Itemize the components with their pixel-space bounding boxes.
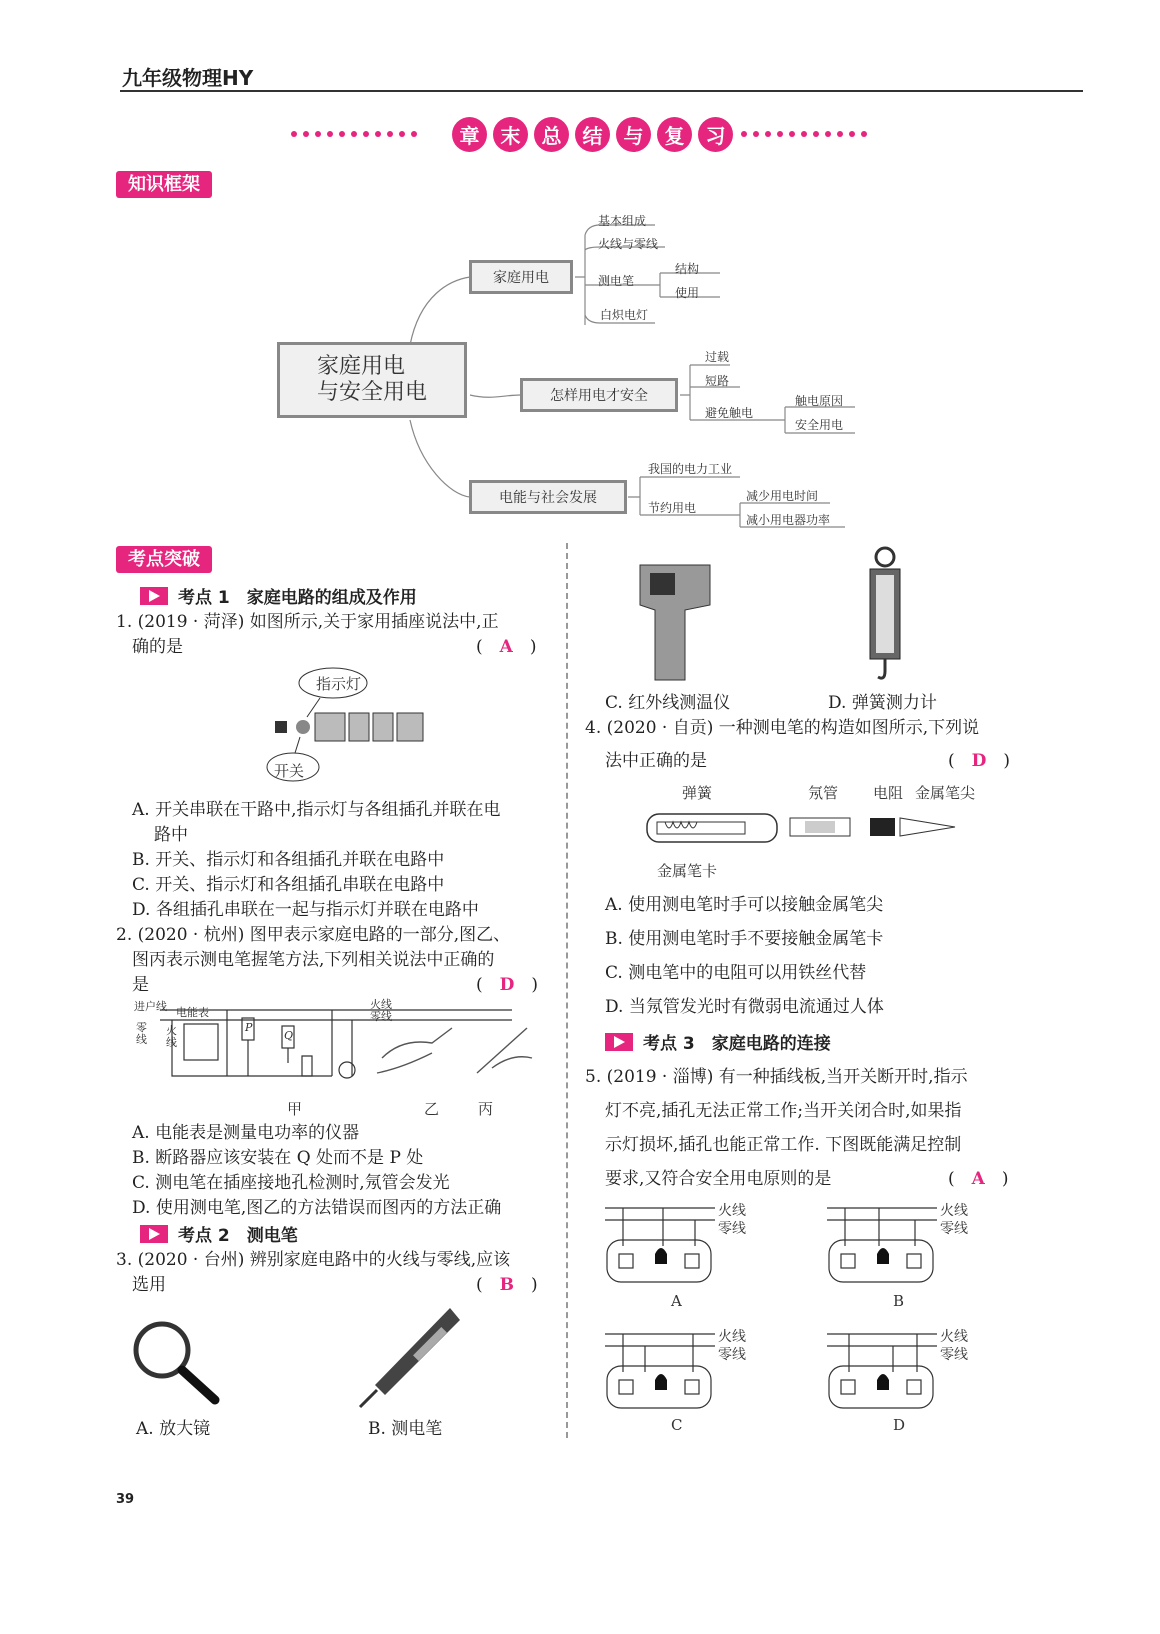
q4-option: A. 使用测电笔时手可以接触金属笔尖 <box>605 895 884 915</box>
q1-fig-indicator-label: 指示灯 <box>316 675 362 693</box>
q2-fig-caption: 甲 <box>287 1100 303 1118</box>
q3-answer: ( B ) <box>476 1275 538 1295</box>
q4-fig-label: 弹簧 <box>682 784 713 802</box>
q2-fig-label: P <box>245 1021 253 1034</box>
q1-stem: 1. (2019 · 菏泽) 如图所示,关于家用插座说法中,正 <box>116 612 499 632</box>
q5-circuit-b <box>827 1198 942 1288</box>
q5-fig-caption: A <box>671 1292 682 1310</box>
q1-stem: 确的是 <box>132 637 183 657</box>
q4-fig-label: 氖管 <box>808 784 839 802</box>
banner-char: 习 <box>698 117 733 152</box>
keypoint-3-heading: 考点 3 家庭电路的连接 <box>605 1029 831 1054</box>
section-tag-keypoints: 考点突破 <box>116 545 212 571</box>
magnifier-icon <box>130 1318 225 1408</box>
q5-fig-label: 零线 <box>718 1221 746 1237</box>
q5-fig-label: 火线 <box>718 1203 746 1219</box>
banner-dots-right <box>740 130 875 138</box>
spring-scale-icon <box>860 545 910 685</box>
q2-option: B. 断路器应该安装在 Q 处而不是 P 处 <box>132 1148 424 1168</box>
q2-stem: 2. (2020 · 杭州) 图甲表示家庭电路的一部分,图乙、 <box>116 925 511 945</box>
q1-option: D. 各组插孔串联在一起与指示灯并联在电路中 <box>132 900 479 920</box>
q5-circuit-d <box>827 1324 942 1414</box>
q3-option: B. 测电笔 <box>368 1419 443 1439</box>
q5-circuit-c <box>605 1324 720 1414</box>
mindmap-leaf: 火线与零线 <box>598 237 659 251</box>
q2-option: D. 使用测电笔,图乙的方法错误而图丙的方法正确 <box>132 1198 502 1218</box>
q2-answer: ( D ) <box>476 975 539 995</box>
q1-option: 路中 <box>154 825 188 845</box>
q5-stem: 示灯损坏,插孔也能正常工作. 下图既能满足控制 <box>605 1135 962 1155</box>
book-title: 九年级物理HY <box>122 66 254 90</box>
q4-stem: 法中正确的是 <box>605 751 707 771</box>
mindmap-leaf: 避免触电 <box>705 406 754 420</box>
play-arrow-icon <box>605 1033 633 1051</box>
banner-char: 章 <box>452 117 487 152</box>
q4-option: C. 测电笔中的电阻可以用铁丝代替 <box>605 963 867 983</box>
mindmap-leaf: 结构 <box>675 262 700 276</box>
chapter-banner <box>452 117 733 152</box>
q1-option: B. 开关、指示灯和各组插孔并联在电路中 <box>132 850 445 870</box>
q2-fig-caption: 乙 <box>424 1100 440 1118</box>
q2-stem: 是 <box>132 975 149 995</box>
q5-fig-label: 火线 <box>718 1329 746 1345</box>
q2-fig-label: 火线 <box>166 1024 177 1049</box>
banner-char: 与 <box>616 117 651 152</box>
q5-fig-caption: B <box>893 1292 905 1310</box>
mindmap-leaf: 我国的电力工业 <box>648 462 733 476</box>
q1-option: C. 开关、指示灯和各组插孔串联在电路中 <box>132 875 445 895</box>
mindmap-branch: 怎样用电才安全 <box>520 378 678 412</box>
mindmap-leaf: 短路 <box>705 374 730 388</box>
play-arrow-icon <box>140 1225 168 1243</box>
mindmap-leaf: 减少用电时间 <box>746 489 819 503</box>
header-rule <box>120 90 1083 92</box>
mindmap-root: 家庭用电 与安全用电 <box>277 342 467 418</box>
q1-answer: ( A ) <box>476 637 537 657</box>
mindmap-leaf: 基本组成 <box>598 214 647 228</box>
q5-circuit-a <box>605 1198 720 1288</box>
mindmap-leaf: 触电原因 <box>795 394 844 408</box>
q2-fig-label: 火线 <box>370 998 392 1011</box>
q4-fig-label: 金属笔卡 <box>657 862 718 880</box>
q3-stem: 3. (2020 · 台州) 辨别家庭电路中的火线与零线,应该 <box>116 1250 511 1270</box>
banner-char: 总 <box>534 117 569 152</box>
q5-answer: ( A ) <box>948 1169 1009 1189</box>
q5-stem: 要求,又符合安全用电原则的是 <box>605 1169 832 1189</box>
keypoint-2-heading: 考点 2 测电笔 <box>140 1221 298 1246</box>
q2-fig-label: Q <box>284 1029 294 1042</box>
q5-stem: 灯不亮,插孔无法正常工作;当开关闭合时,如果指 <box>605 1101 962 1121</box>
q3-stem: 选用 <box>132 1275 166 1295</box>
column-divider <box>566 543 568 1438</box>
q5-fig-label: 零线 <box>940 1221 968 1237</box>
q1-fig-switch-label: 开关 <box>274 762 305 780</box>
q5-fig-label: 火线 <box>940 1203 968 1219</box>
q4-option: B. 使用测电笔时手不要接触金属笔卡 <box>605 929 884 949</box>
q3-option: C. 红外线测温仪 <box>605 693 731 713</box>
mindmap-leaf: 安全用电 <box>795 418 844 432</box>
q4-fig-label: 电阻 <box>873 784 904 802</box>
q4-stem: 4. (2020 · 自贡) 一种测电笔的构造如图所示,下列说 <box>585 718 980 738</box>
ir-thermometer-icon <box>630 555 720 685</box>
q4-pen-structure-figure <box>645 808 965 848</box>
keypoint-1-heading: 考点 1 家庭电路的组成及作用 <box>140 583 417 608</box>
q4-answer: ( D ) <box>948 751 1011 771</box>
q5-fig-caption: C <box>671 1416 683 1434</box>
q4-option: D. 当氖管发光时有微弱电流通过人体 <box>605 997 884 1017</box>
test-pen-icon <box>355 1300 465 1410</box>
mindmap-branch: 电能与社会发展 <box>469 480 627 514</box>
q4-fig-label: 金属笔尖 <box>915 784 976 802</box>
play-arrow-icon <box>140 587 168 605</box>
q5-fig-label: 火线 <box>940 1329 968 1345</box>
q2-fig-label: 电能表 <box>176 1006 209 1019</box>
q1-option: A. 开关串联在干路中,指示灯与各组插孔并联在电 <box>132 800 501 820</box>
mindmap-leaf: 节约用电 <box>648 501 697 515</box>
q2-option: A. 电能表是测量电功率的仪器 <box>132 1123 360 1143</box>
page-number: 39 <box>116 1492 135 1507</box>
q2-fig-label: 零线 <box>370 1010 392 1023</box>
q5-stem: 5. (2019 · 淄博) 有一种插线板,当开关断开时,指示 <box>585 1067 968 1087</box>
mindmap-leaf: 白炽电灯 <box>600 308 649 322</box>
banner-dots-left <box>290 130 425 138</box>
section-tag-framework: 知识框架 <box>116 170 212 196</box>
mindmap-leaf: 减小用电器功率 <box>746 513 831 527</box>
mindmap-leaf: 测电笔 <box>598 274 635 288</box>
q2-fig-label: 零线 <box>136 1021 147 1046</box>
q5-fig-label: 零线 <box>718 1347 746 1363</box>
q2-fig-caption: 丙 <box>478 1100 494 1118</box>
banner-char: 复 <box>657 117 692 152</box>
banner-char: 末 <box>493 117 528 152</box>
q2-option: C. 测电笔在插座接地孔检测时,氖管会发光 <box>132 1173 450 1193</box>
q3-option: A. 放大镜 <box>136 1419 211 1439</box>
q2-stem: 图丙表示测电笔握笔方法,下列相关说法中正确的 <box>132 950 495 970</box>
q3-option: D. 弹簧测力计 <box>828 693 937 713</box>
banner-char: 结 <box>575 117 610 152</box>
mindmap-leaf: 使用 <box>675 286 700 300</box>
mindmap-branch: 家庭用电 <box>469 260 573 294</box>
q5-fig-label: 零线 <box>940 1347 968 1363</box>
q2-fig-label: 进户线 <box>134 1000 167 1013</box>
mindmap-leaf: 过载 <box>705 350 730 364</box>
q5-fig-caption: D <box>893 1416 906 1434</box>
